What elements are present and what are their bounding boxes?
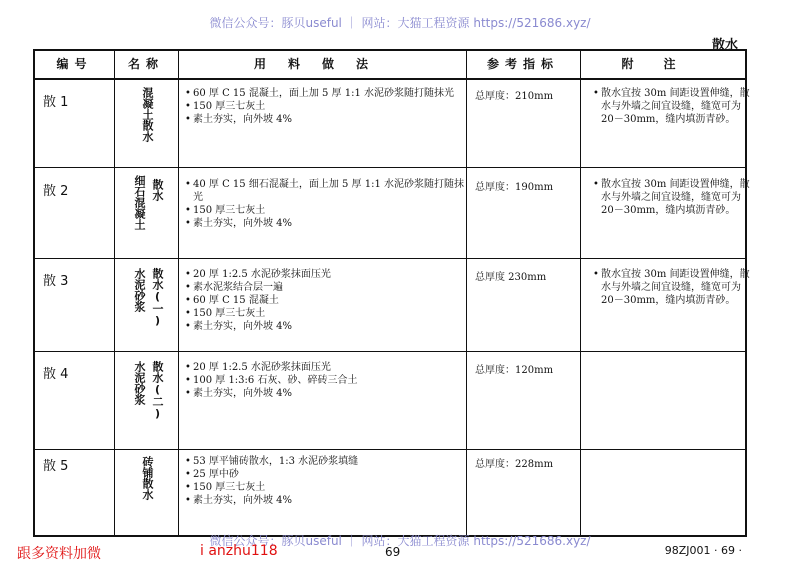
layer-item: • 素土夯实，向外坡 4% bbox=[185, 494, 470, 507]
layer-item: • 150 厚三七灰土 bbox=[185, 204, 470, 217]
row-code: 散 3 bbox=[43, 274, 69, 289]
layer-list bbox=[185, 87, 470, 126]
footer-mid-text: i anzhu118 bbox=[200, 543, 278, 559]
layer-list bbox=[185, 455, 470, 507]
layer-item: • 素土夯实，向外坡 4% bbox=[185, 217, 470, 230]
layer-item: • 素土夯实，向外坡 4% bbox=[185, 113, 470, 126]
page-number: 69 bbox=[385, 545, 401, 559]
note-text: • 散水宜按 30m 间距设置伸缝，散水与外墙之间宜设缝，缝宽可为 20－30mm，缝内填沥青砂。 bbox=[593, 178, 751, 217]
footer-left-text: 跟多资料加微 bbox=[17, 546, 101, 562]
note-text: • 散水宜按 30m 间距设置伸缝，散水与外墙之间宜设缝，缝宽可为 20－30mm，缝内填沥青砂。 bbox=[593, 87, 751, 126]
row-divider bbox=[35, 258, 745, 259]
col-divider bbox=[580, 51, 581, 535]
layer-item: • 150 厚三七灰土 bbox=[185, 481, 470, 494]
layer-list bbox=[185, 361, 470, 400]
row-name: 水泥砂浆 bbox=[133, 268, 146, 312]
header-name: 名称 bbox=[127, 57, 164, 71]
reference-value: 总厚度 230mm bbox=[475, 272, 547, 283]
layer-item: • 150 厚三七灰土 bbox=[185, 307, 470, 320]
layer-item: • 60 厚 C 15 混凝土，面上加 5 厚 1:1 水泥砂浆随打随抹光 bbox=[185, 87, 470, 100]
layer-item: • 150 厚三七灰土 bbox=[185, 100, 470, 113]
watermark-top: 微信公众号：豚贝useful ｜ 网站：大猫工程资源 https://521686.xyz/ bbox=[209, 16, 591, 30]
layer-item: • 25 厚中砂 bbox=[185, 468, 470, 481]
row-code: 散 5 bbox=[43, 459, 69, 474]
header-note: 附注 bbox=[621, 57, 706, 71]
row-name: 砖铺散水 bbox=[141, 456, 154, 500]
construction-table bbox=[33, 49, 750, 537]
layer-item: • 53 厚平铺砖散水，1:3 水泥砂浆填缝 bbox=[185, 455, 470, 468]
header-reference: 参考指标 bbox=[486, 57, 559, 71]
row-name: 散水 bbox=[151, 179, 164, 201]
row-code: 散 4 bbox=[43, 367, 69, 382]
layer-list bbox=[185, 178, 470, 230]
row-name: 混凝土散水 bbox=[141, 87, 154, 142]
row-name: 细石混凝土 bbox=[133, 175, 146, 230]
row-name: 水泥砂浆 bbox=[133, 361, 146, 405]
reference-value: 总厚度：210mm bbox=[475, 91, 554, 102]
row-code: 散 1 bbox=[43, 95, 69, 110]
note-text: • 散水宜按 30m 间距设置伸缝，散水与外墙之间宜设缝，缝宽可为 20－30mm，缝内填沥青砂。 bbox=[593, 268, 751, 307]
row-divider bbox=[35, 167, 745, 168]
layer-item: • 素土夯实，向外坡 4% bbox=[185, 387, 470, 400]
row-name: 散水(二) bbox=[151, 361, 164, 420]
layer-item: • 20 厚 1:2.5 水泥砂浆抹面压光 bbox=[185, 361, 470, 374]
layer-item: • 素土夯实，向外坡 4% bbox=[185, 320, 470, 333]
section-title: 散水 bbox=[711, 38, 738, 53]
row-divider bbox=[35, 449, 745, 450]
reference-value: 总厚度：120mm bbox=[475, 365, 554, 376]
layer-item: • 60 厚 C 15 混凝土 bbox=[185, 294, 470, 307]
watermark-bottom: 微信公众号：豚贝useful ｜ 网站：大猫工程资源 https://521686.xyz/ bbox=[209, 534, 591, 548]
atlas-code: 98ZJ001 · 69 · bbox=[664, 544, 742, 557]
layer-list bbox=[185, 268, 470, 333]
layer-item: • 100 厚 1:3:6 石灰、砂、碎砖三合土 bbox=[185, 374, 470, 387]
reference-value: 总厚度：228mm bbox=[475, 459, 554, 470]
reference-value: 总厚度：190mm bbox=[475, 182, 554, 193]
header-method: 用料做法 bbox=[253, 57, 390, 71]
layer-item: • 素水泥浆结合层一遍 bbox=[185, 281, 470, 294]
col-divider bbox=[114, 51, 115, 535]
layer-item: • 40 厚 C 15 细石混凝土，面上加 5 厚 1:1 水泥砂浆随打随抹光 bbox=[185, 178, 470, 204]
row-divider bbox=[35, 351, 745, 352]
row-name: 散水(一) bbox=[151, 268, 164, 327]
row-code: 散 2 bbox=[43, 184, 69, 199]
header-divider bbox=[35, 78, 745, 80]
header-code: 编号 bbox=[56, 57, 93, 71]
layer-item: • 20 厚 1:2.5 水泥砂浆抹面压光 bbox=[185, 268, 470, 281]
col-divider bbox=[178, 51, 179, 535]
